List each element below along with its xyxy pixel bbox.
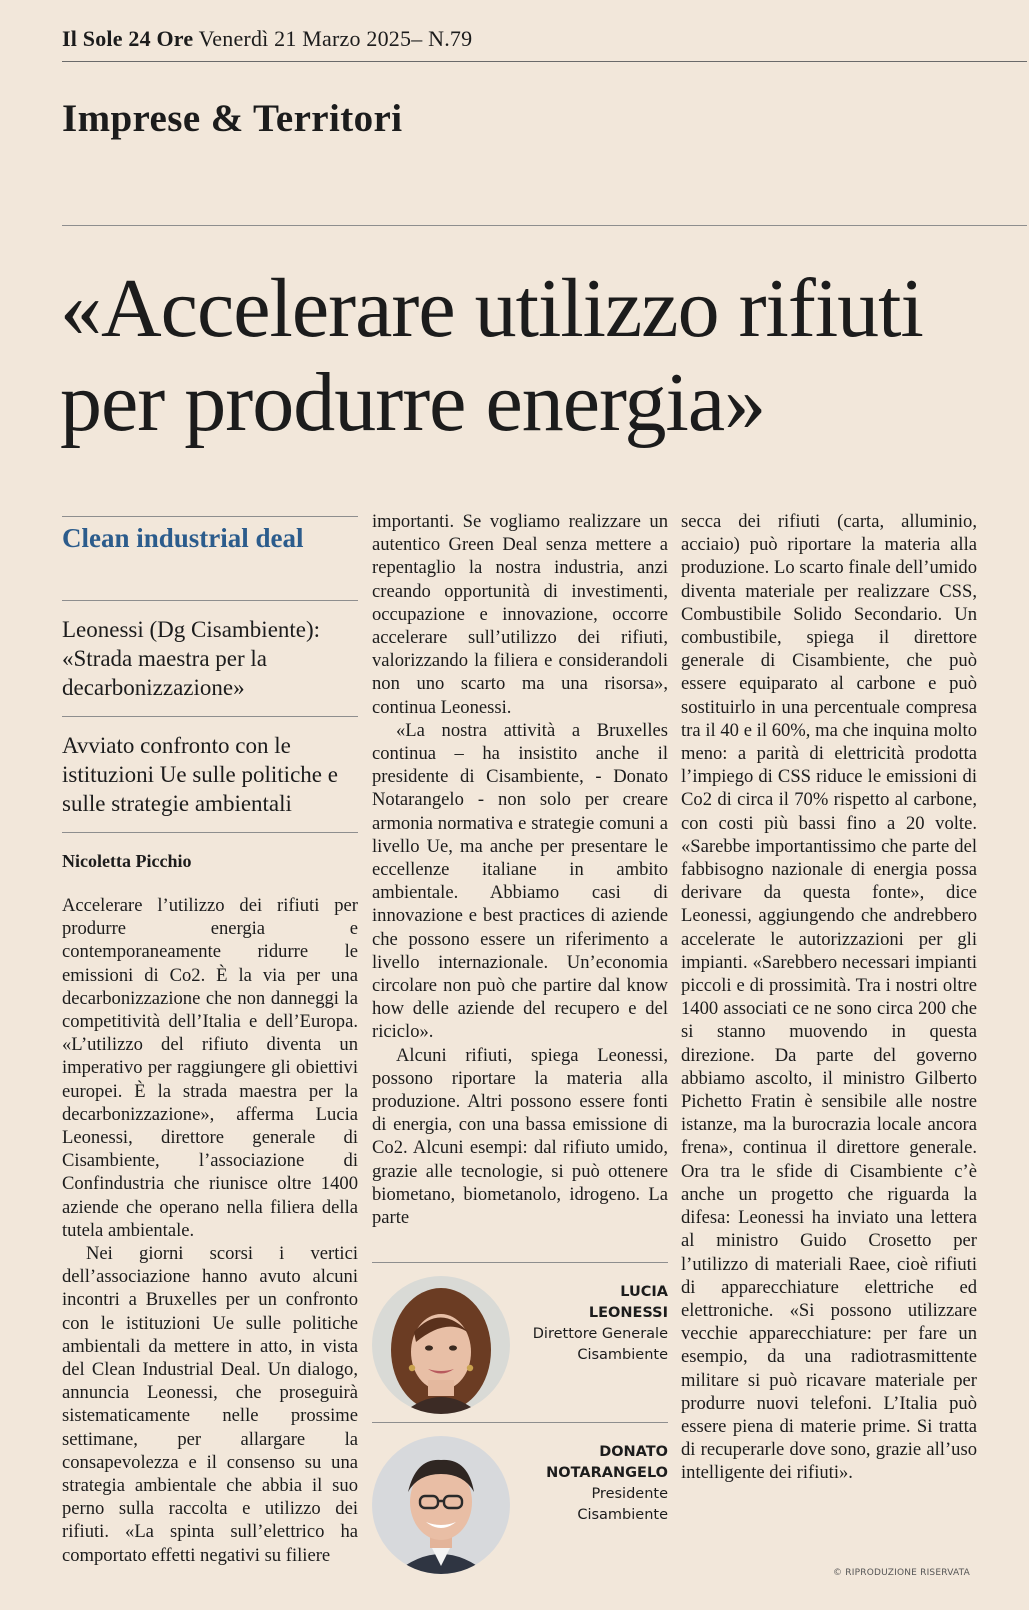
man-portrait-icon	[372, 1436, 510, 1574]
profile-role-line: Presidente	[591, 1486, 668, 1502]
body-paragraph: Nei giorni scorsi i vertici dell’associazione hanno avuto alcuni incontri a Bruxelles per un confronto con le istituzioni Ue sulle politiche ambientali da mettere in atto, in vista del Clean Industrial Deal. Un dialogo, annuncia Leonessi, che proseguirà sistematicamente nelle prossime settimane, per allargare la consapevolezza e il consenso su una strategia ambientale che abbia il suo perno sulla raccolta e utilizzo dei rifiuti. «La spinta sull’elettrico ha comportato effetti negativi su filiere	[62, 1243, 358, 1566]
avatar-photo	[372, 1276, 510, 1414]
profile-role-line: Direttore Generale	[532, 1326, 668, 1342]
profile-name-line: DONATO	[599, 1444, 668, 1460]
summary-rule	[62, 600, 358, 601]
body-paragraph: secca dei rifiuti (carta, alluminio, acciaio) può riportare la materia alla produzione. Lo scarto finale dell’umido diventa materiale per realizzare CSS, Combustibile Solido Secondario. Un combustibile, spiega il direttore generale di Cisambiente, che può essere equiparato al carbone e può sostituirlo in una percentuale compresa tra il 40 e il 60%, ma che inquina molto meno: a parità di elettricità prodotta l’impiego di CSS riduce le emissioni di Co2 di circa il 70% rispetto al carbone, con costi più bassi fino a 20 volte. «Sarebbe importantissimo che parte del fabbisogno nazionale di energia possa derivare da questa fonte», dice Leonessi, aggiungendo che andrebbero accelerate le autorizzazioni per gli impianti. «Sarebbero necessari impianti piccoli e di prossimità. Tra i nostri oltre 1400 associati ce ne sono circa 200 che si stanno muovendo in questa direzione. Da parte del governo abbiamo ascolto, il ministro Gilberto Pichetto Fratin è sensibile alle nostre istanze, ma la burocrazia locale ancora frena», continua il direttore generale. Ora tra le sfide di Cisambiente c’è anche un progetto che riguarda la difesa: Leonessi ha inviato una lettera al ministro Guido Crosetto per l’utilizzo di materiali Raee, cioè rifiuti di apparecchiature elettriche ed elettroniche. «Si possono utilizzare vecchie apparecchiature: per fare un esempio, da una radiotrasmittente militare si può ricavare materiale per produrre nuovi telefoni. L’Italia può essere piena di materie prime. Si tratta di recuperarle dove sono, grazie all’uso intelligente dei rifiuti».	[681, 511, 977, 1484]
summary-1: Leonessi (Dg Cisambiente): «Strada maestra per la decarbonizzazione»	[62, 617, 321, 700]
middle-column	[372, 510, 668, 1229]
summary-rule	[62, 716, 358, 717]
issue-date: Venerdì 21 Marzo 2025	[198, 26, 412, 51]
profile-name-line: NOTARANGELO	[546, 1465, 668, 1481]
woman-portrait-icon	[372, 1276, 510, 1414]
profile-role-line: Cisambiente	[577, 1347, 668, 1363]
profile-card	[372, 1262, 668, 1422]
body-paragraph: importanti. Se vogliamo realizzare un autentico Green Deal senza mettere a repentaglio la nostra industria, anzi creando opportunità di investimenti, occupazione e innovazione, occorre accelerare sull’utilizzo dei rifiuti, valorizzando la filiera e considerandoli non uno scarto ma una risorsa», continua Leonessi.	[372, 511, 668, 718]
article-headline: «Accelerare utilizzo rifiuti per produrre energia»	[60, 262, 923, 449]
article-byline: Nicoletta Picchio	[62, 851, 192, 871]
left-column	[62, 516, 358, 1567]
right-column	[681, 510, 977, 1485]
masthead-line	[62, 26, 472, 52]
newspaper-brand: Il Sole 24 Ore	[62, 26, 194, 51]
copyright-notice: © RIPRODUZIONE RISERVATA	[833, 1568, 970, 1578]
profile-caption	[518, 1442, 668, 1526]
profile-caption	[518, 1282, 668, 1366]
profile-rule	[372, 1422, 668, 1423]
byline-rule	[62, 832, 358, 833]
body-paragraph: Accelerare l’utilizzo dei rifiuti per produrre energia e contemporaneamente ridurre le emissioni di Co2. È la via per una decarbonizzazione che non danneggi la competitività dell’Italia e dell’Europa. «L’utilizzo del rifiuto diventa un imperativo per raggiungere gli obiettivi europei. È la strada maestra per la decarbonizzazione», afferma Lucia Leonessi, direttore generale di Cisambiente, l’associazione di Confindustria che riunisce oltre 1400 aziende che operano nella filiera della tutela ambientale.	[62, 895, 358, 1241]
summary-2: Avviato confronto con le istituzioni Ue sulle politiche e sulle strategie ambientali	[62, 733, 338, 816]
profile-rule	[372, 1262, 668, 1263]
issue-number: – N.79	[411, 26, 473, 51]
section-title: Imprese & Territori	[62, 97, 403, 140]
section-rule	[62, 225, 1027, 226]
profile-name-line: LUCIA	[620, 1284, 668, 1300]
profile-role-line: Cisambiente	[577, 1507, 668, 1523]
article-kicker: Clean industrial deal	[62, 523, 304, 553]
profile-card	[372, 1422, 668, 1582]
profile-name-line: LEONESSI	[588, 1305, 668, 1321]
newspaper-page	[62, 0, 1027, 1610]
masthead-rule	[62, 61, 1027, 62]
kicker-rule	[62, 516, 358, 517]
profiles-box	[372, 1262, 668, 1582]
avatar-photo	[372, 1436, 510, 1574]
body-paragraph: Alcuni rifiuti, spiega Leonessi, possono riportare la materia alla produzione. Altri possono essere fonti di energia, con una bassa emissione di Co2. Alcuni esempi: dal rifiuto umido, grazie alle tecnologie, si può ottenere biometano, biometanolo, idrogeno. La parte	[372, 1044, 668, 1229]
body-paragraph: «La nostra attività a Bruxelles continua – ha insistito anche il presidente di Cisambiente, - Donato Notarangelo - non solo per creare armonia normativa e strategie comuni a livello Ue, ma anche per presentare le eccellenze italiane in ambito ambientale. Abbiamo casi di innovazione e best practices di aziende che possono essere un riferimento a livello internazionale. Un’economia circolare non può che partire dal know how delle aziende del recupero e del riciclo».	[372, 719, 668, 1043]
